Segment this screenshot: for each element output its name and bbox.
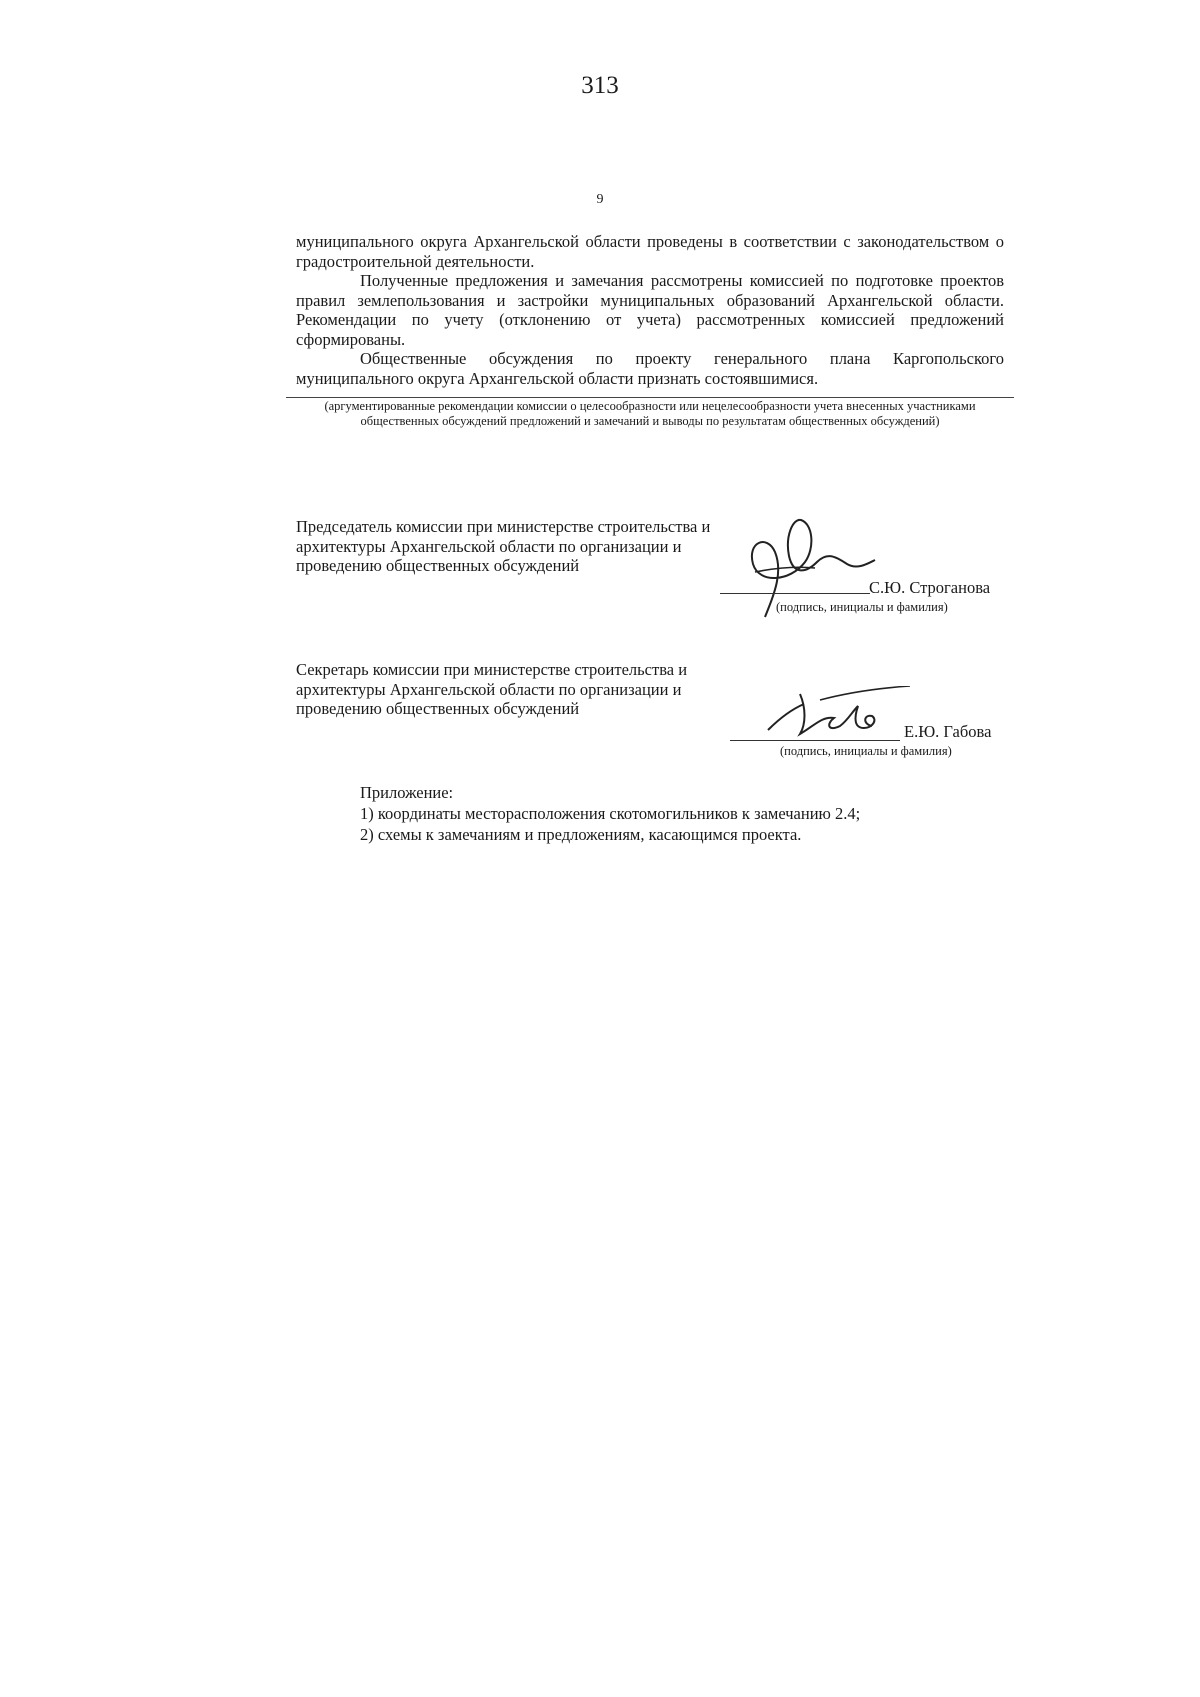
conclusion-caption: (аргументированные рекомендации комиссии о целесообразности или нецелесообразности учета внесенных участниками общественных обсуждений предложений и замечаний и выводы по результатам общественных обсуждений) (324, 399, 976, 428)
conclusion-text (296, 232, 1004, 388)
secretary-title: Секретарь комиссии при министерстве строительства и архитектуры Архангельской области по организации и проведению общественных обсуждений (296, 660, 688, 718)
annex-list (360, 782, 1020, 845)
paragraph-3: Общественные обсуждения по проекту генерального плана Каргопольского муниципального округа Архангельской области признать состоявшимися. (296, 349, 1004, 388)
secretary-caption: (подпись, инициалы и фамилия) (780, 744, 952, 758)
outer-page-number: 313 (581, 72, 619, 99)
chairman-signature-line (720, 593, 870, 594)
divider-line (286, 397, 1014, 398)
secretary-signature (760, 686, 920, 742)
paragraph-2: Полученные предложения и замечания рассмотрены комиссией по подготовке проектов правил землепользования и застройки муниципальных образований Архангельской области. Рекомендации по учету (отклонению от учета) рассмотренных комиссией предложений сформированы. (296, 271, 1004, 349)
secretary-name: Е.Ю. Габова (904, 722, 992, 741)
paragraph-1: муниципального округа Архангельской области проведены в соответствии с законодательством о градостроительной деятельности. (296, 232, 1004, 271)
annex-item-1: 1) координаты месторасположения скотомогильников к замечанию 2.4; (360, 804, 861, 823)
chairman-title: Председатель комиссии при министерстве строительства и архитектуры Архангельской области по организации и проведению общественных обсуждений (296, 517, 711, 575)
annex-item-2: 2) схемы к замечаниям и предложениям, касающимся проекта. (360, 825, 802, 844)
chairman-caption: (подпись, инициалы и фамилия) (776, 600, 948, 614)
secretary-signature-line (730, 740, 900, 741)
inner-page-number: 9 (596, 192, 604, 207)
chairman-name: С.Ю. Строганова (869, 578, 991, 597)
annex-heading: Приложение: (360, 783, 454, 802)
